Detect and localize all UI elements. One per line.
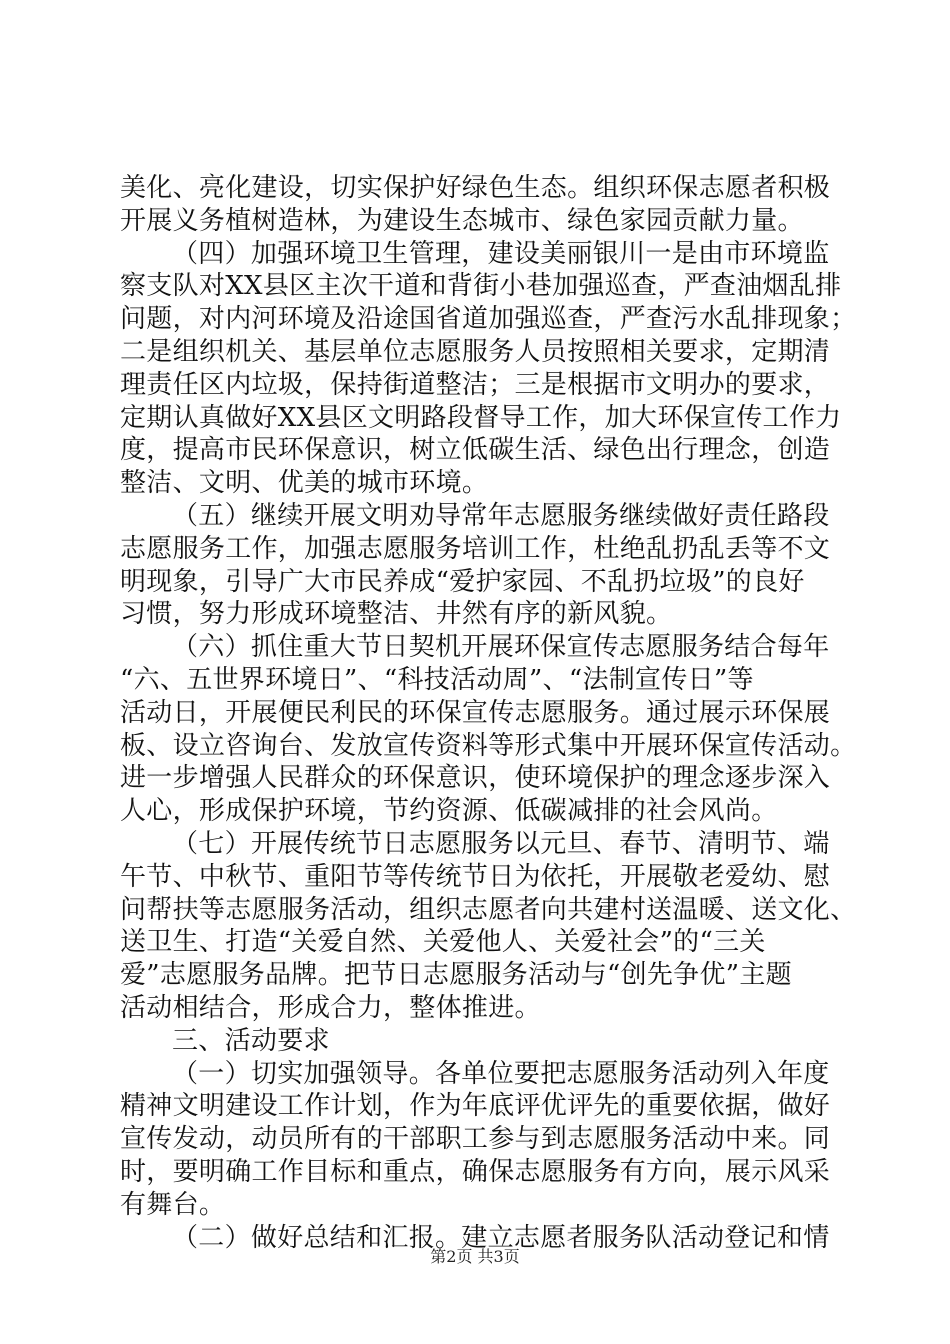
text-line: 爱”志愿服务品牌。把节日志愿服务活动与“创先争优”主题 <box>120 960 792 991</box>
section-heading-line: （一）切实加强领导。各单位要把志愿服务活动列入年度 <box>172 1058 830 1089</box>
text-line: 明现象，引导广大市民养成“爱护家园、不乱扔垃圾”的良好 <box>120 566 805 597</box>
text-line: 整洁、文明、优美的城市环境。 <box>120 468 489 499</box>
text-line: 时，要明确工作目标和重点，确保志愿服务有方向，展示风采 <box>120 1156 831 1187</box>
text-line: 习惯，努力形成环境整洁、井然有序的新风貌。 <box>120 599 673 630</box>
text-line: 美化、亮化建设，切实保护好绿色生态。组织环保志愿者积极 <box>120 173 831 203</box>
section-heading-line: （二）做好总结和汇报。建立志愿者服务队活动登记和情 <box>172 1222 830 1253</box>
section-heading-line: （四）加强环境卫生管理，建设美丽银川一是由市环境监 <box>172 238 830 269</box>
text-line: 二是组织机关、基层单位志愿服务人员按照相关要求，定期清 <box>120 336 831 367</box>
section-heading-line: （五）继续开展文明劝导常年志愿服务继续做好责任路段 <box>172 500 830 531</box>
text-line: 度，提高市民环保意识，树立低碳生活、绿色出行理念，创造 <box>120 435 831 466</box>
section-heading-line: （七）开展传统节日志愿服务以元旦、春节、清明节、端 <box>172 828 830 859</box>
page-footer: 第2页 共3页 <box>430 1247 520 1266</box>
text-line: 午节、中秋节、重阳节等传统节日为依托，开展敬老爱幼、慰 <box>120 861 831 892</box>
text-line: 送卫生、打造“关爱自然、关爱他人、关爱社会”的“三关 <box>120 927 766 958</box>
text-line: 板、设立咨询台、发放宣传资料等形式集中开展环保宣传活动。 <box>120 730 857 761</box>
text-line: 精神文明建设工作计划，作为年底评优评先的重要依据，做好 <box>120 1091 831 1122</box>
body-text <box>120 172 857 1254</box>
chapter-heading: 三、活动要求 <box>172 1025 330 1056</box>
text-line: 有舞台。 <box>120 1189 226 1220</box>
text-line: 人心，形成保护环境，节约资源、低碳减排的社会风尚。 <box>120 796 778 827</box>
text-line: 志愿服务工作，加强志愿服务培训工作，杜绝乱扔乱丢等不文 <box>120 533 831 564</box>
text-line: “六、五世界环境日”、“科技活动周”、“法制宣传日”等 <box>120 664 754 695</box>
text-line: 问题，对内河环境及沿途国省道加强巡查，严查污水乱排现象； <box>120 304 857 335</box>
text-line: 活动相结合，形成合力，整体推进。 <box>120 992 541 1023</box>
text-line: 察支队对XX县区主次干道和背街小巷加强巡查，严查油烟乱排 <box>120 271 842 302</box>
text-line: 宣传发动，动员所有的干部职工参与到志愿服务活动中来。同 <box>120 1124 831 1155</box>
text-line: 开展义务植树造林，为建设生态城市、绿色家园贡献力量。 <box>120 205 804 236</box>
text-line: 活动日，开展便民利民的环保宣传志愿服务。通过展示环保展 <box>120 697 831 728</box>
text-line: 定期认真做好XX县区文明路段督导工作，加大环保宣传工作力 <box>120 402 842 433</box>
section-heading-line: （六）抓住重大节日契机开展环保宣传志愿服务结合每年 <box>172 632 830 663</box>
text-line: 问帮扶等志愿服务活动，组织志愿者向共建村送温暖、送文化、 <box>120 894 857 925</box>
text-line: 理责任区内垃圾，保持街道整洁；三是根据市文明办的要求， <box>120 369 831 400</box>
text-line: 进一步增强人民群众的环保意识，使环境保护的理念逐步深入 <box>120 763 831 794</box>
